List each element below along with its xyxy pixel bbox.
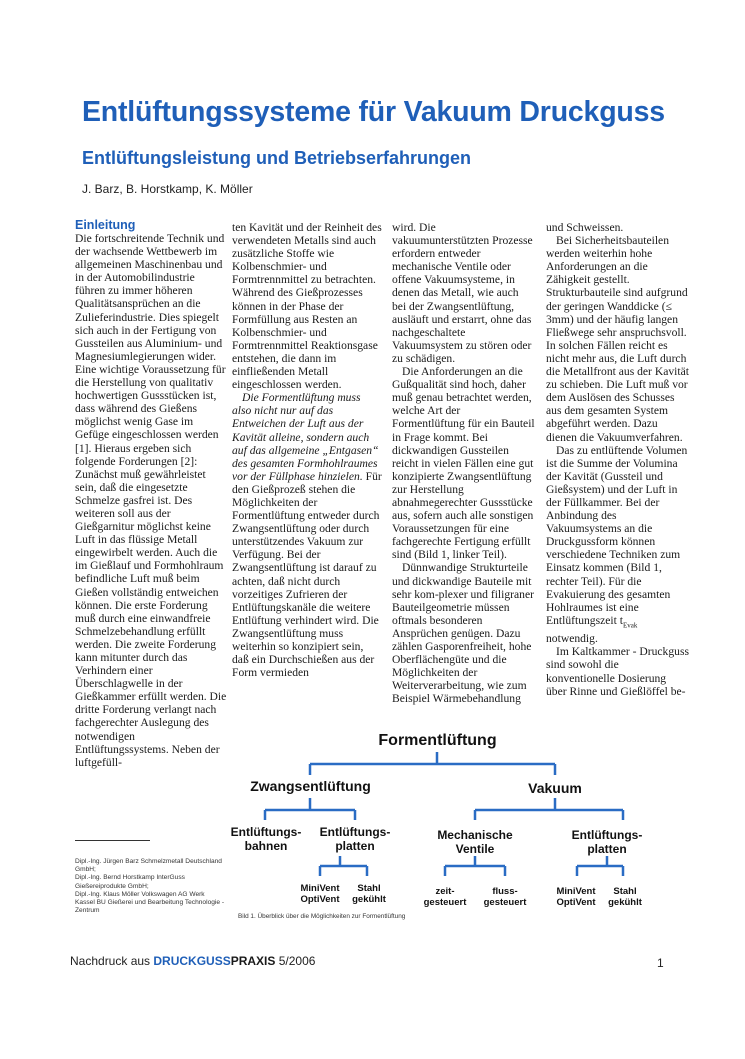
text-column-4 bbox=[546, 221, 689, 698]
leaf-line: Stahl bbox=[613, 886, 637, 897]
tree-leaf-stahl-gekuehlt-right bbox=[603, 886, 647, 908]
footer-prefix: Nachdruck aus bbox=[70, 954, 154, 968]
paragraph: Die fortschreitende Technik und der wachsende Wettbewerb im allgemeinen Maschinenbau und in der Automobilindustrie führen zu immer höheren Qualitätsansprüchen an die Zulieferindustrie. Dies spiegelt sich auch in der Fertigung von Gussteilen aus Aluminium- und Magnesiumlegierungen wider. Eine wichtige Voraussetzung für die Herstellung von qualitativ hochwertigen Gussstücken ist, dass während des Gießens möglichst wenig Gase im Gefüge eingeschlossen werden [1]. Hieraus ergeben sich folgende Forderungen [2]: Zunächst muß gewährleistet sein, daß die eingesetzte Schmelze gasfrei ist. Des weiteren soll aus der Gießgarnitur möglichst keine Luft in das flüssige Metall eingewirbelt werden. Auch die im Gießlauf und Formhohlraum befindliche Luft muß beim Gießen vollständig entweichen können. Die erste Forderung muß durch eine einwandfreie Schmelzebehandlung erfüllt werden. Die zweite Forderung kann mitunter durch das Verhindern einer Überschlagwelle in der Gießkammer erfüllt werden. Die dritte Forderung verlangt nach fachgerechter Auslegung des notwendigen Entlüftungssystems. Neben der luftgefüll- bbox=[75, 232, 227, 769]
footnote-line: Dipl.-Ing. Jürgen Barz Schmelzmetall Deutschland GmbH; bbox=[75, 858, 222, 874]
paragraph: Die Anforderungen an die Gußqualität sind hoch, daher muß genau betrachtet werden, welche Art der Formentlüftung für ein Bauteil in Frage kommt. Bei dickwandigen Gussteilen reicht in vielen Fällen eine gut konzipierte Zwangsentlüftung zur Herstellung abnahmegerechter Gussstücke aus, sofern auch alle sonstigen Voraussetzungen für eine fachgerechte Fertigung erfüllt sind (Bild 1, linker Teil). bbox=[392, 365, 535, 562]
footnote-line: Dipl.-Ing. Bernd Horstkamp InterGuss Gießereiprodukte GmbH; bbox=[75, 874, 185, 890]
paragraph bbox=[546, 444, 689, 646]
tree-diagram bbox=[225, 728, 700, 913]
paragraph-text: notwendig. bbox=[546, 632, 598, 646]
leaf-line: gesteuert bbox=[483, 897, 527, 908]
tree-leaf-minivent-optivent bbox=[295, 883, 345, 905]
reprint-footer bbox=[70, 954, 315, 968]
tree-node-entlueftungsplatten-right bbox=[565, 828, 649, 856]
paragraph-continuation: Für den Gießprozeß stehen die Möglichkeiten der Formentlüftung entweder durch Zwangsentlüftung oder durch unterstützendes Vakuum zur Verfügung. Bei der Zwangsentlüftung ist darauf zu achten, daß nicht durch vorzeitiges Zufrieren der Entlüftungskanäle die weitere Entlüftung verhindert wird. Die Zwangsentlüftung muss weiterhin so konzipiert sein, daß ein Durchschießen aus der Form vermieden bbox=[232, 469, 382, 680]
italic-statement: Die Formentlüftung muss also nicht nur auf das Entweichen der Luft aus der Kavität alleine, sondern auch auf das allgemeine „Entgasen“ des gesamten Formhohlraumes vor der Füllphase hinzielen. bbox=[232, 391, 379, 483]
tree-node-mechanische-ventile bbox=[435, 828, 515, 856]
leaf-line: gekühlt bbox=[352, 894, 386, 905]
tree-node-zwangsentlueftung: Zwangsentlüftung bbox=[250, 778, 371, 794]
subscript: Evak bbox=[622, 621, 638, 630]
tree-node-root: Formentlüftung bbox=[378, 732, 497, 749]
paragraph: und Schweissen. bbox=[546, 221, 624, 234]
paragraph: Dünnwandige Strukturteile und dickwandige Bauteile mit sehr kom-plexer und filigraner Bauteilgeometrie müssen oftmals besonderen Ansprüchen genügen. Dazu zählen Gasporenfreiheit, hohe Oberflächengüte und die Möglichkeiten der Weiterverarbeitung, wie zum Beispiel Wärmebehandlung bbox=[392, 561, 534, 706]
paragraph: ten Kavität und der Reinheit des verwendeten Metalls sind auch zusätzliche Stoffe wie Kolbenschmier- und Formtrennmittel zu betrachten. Während des Gießprozesses können in der Phase der Formfüllung aus Resten an Kolbenschmier- und Formtrennmittel Reaktionsgase entstehen, die dann im einfließenden Metall eingeschlossen werden. bbox=[232, 221, 382, 392]
page-number: 1 bbox=[657, 956, 664, 970]
authors: J. Barz, B. Horstkamp, K. Möller bbox=[82, 182, 253, 196]
footnote-rule bbox=[75, 840, 150, 841]
leaf-line: fluss- bbox=[492, 886, 518, 897]
text-column-2 bbox=[232, 221, 382, 679]
text-column-1 bbox=[75, 218, 227, 769]
paragraph: Bei Sicherheitsbauteilen werden weiterhin hohe Anforderungen an die Zähigkeit gestellt. Strukturbauteile sind aufgrund der geringen Wanddicke (≤ 3mm) und der häufig langen Fließwege sehr anspruchsvoll. In solchen Fällen reicht es nicht mehr aus, die Luft durch die Metallfront aus der Kavität zu schieben. Die Luft muß vor dem Auslösen des Schusses aus dem gesamten System abgeführt werden. Dazu dienen die Vakuumverfahren. bbox=[546, 234, 689, 444]
node-line: platten bbox=[587, 842, 627, 856]
leaf-line: Stahl bbox=[357, 883, 381, 894]
node-line: Ventile bbox=[455, 842, 495, 856]
article-subtitle: Entlüftungsleistung und Betriebserfahrungen bbox=[82, 148, 472, 168]
article-title: Entlüftungssysteme für Vakuum Druckguss bbox=[82, 96, 665, 128]
tree-leaf-flussgesteuert bbox=[479, 886, 531, 908]
tree-leaf-minivent-optivent-right bbox=[551, 886, 601, 908]
leaf-line: zeit- bbox=[435, 886, 455, 897]
paragraph-text: Das zu entlüftende Volumen ist die Summe der Volumina der Kavität (Gussteil und Gießsystem) und der Luft in der Füllkammer. Bei der Anbindung des Vakuumsystems an die Druckgussform können verschiedene Techniken zum Einsatz kommen (Bild 1, rechter Teil). Für die Evakuierung des gesamten Hohlraumes ist eine Entlüftungszeit t bbox=[546, 443, 688, 627]
journal-brand-suffix: PRAXIS bbox=[230, 954, 276, 968]
journal-issue: 5/2006 bbox=[275, 954, 316, 968]
tree-leaf-stahl-gekuehlt bbox=[347, 883, 391, 905]
node-line: Mechanische bbox=[437, 828, 513, 842]
author-footnote bbox=[75, 858, 225, 915]
tree-leaf-zeitgesteuert bbox=[419, 886, 471, 908]
leaf-line: OptiVent bbox=[300, 894, 340, 905]
node-line: bahnen bbox=[244, 839, 288, 853]
tree-node-entlueftungsbahnen bbox=[225, 825, 307, 853]
text-column-3 bbox=[392, 221, 535, 705]
figure-caption: Bild 1. Überblick über die Möglichkeiten zur Formentlüftung bbox=[238, 913, 406, 920]
tree-node-entlueftungsplatten-left bbox=[313, 825, 397, 853]
section-heading: Einleitung bbox=[75, 218, 136, 232]
node-line: Entlüftungs- bbox=[319, 825, 391, 839]
node-line: Entlüftungs- bbox=[230, 825, 302, 839]
leaf-line: MiniVent bbox=[300, 883, 340, 894]
footnote-line: Dipl.-Ing. Klaus Möller Volkswagen AG Werk Kassel BU Gießerei und Bearbeitung Technologie - Zentrum bbox=[75, 890, 225, 915]
leaf-line: gesteuert bbox=[423, 897, 467, 908]
node-line: Entlüftungs- bbox=[571, 828, 643, 842]
node-line: platten bbox=[335, 839, 375, 853]
journal-brand: DRUCKGUSS bbox=[153, 954, 231, 968]
paragraph: Im Kaltkammer - Druckguss sind sowohl die konventionelle Dosierung über Rinne und Gießlöffel be- bbox=[546, 645, 689, 698]
tree-node-vakuum: Vakuum bbox=[528, 780, 582, 796]
leaf-line: MiniVent bbox=[556, 886, 596, 897]
leaf-line: OptiVent bbox=[556, 897, 596, 908]
paragraph bbox=[232, 391, 382, 679]
leaf-line: gekühlt bbox=[608, 897, 642, 908]
paragraph: wird. Die vakuumunterstützten Prozesse erfordern entweder mechanische Ventile oder offene Vakuumsysteme, in denen das Metall, wie auch bei der Zwangsentlüftung, ausläuft und erstarrt, ohne das nachgeschaltete Vakuumsystem zu stören oder zu schädigen. bbox=[392, 221, 533, 365]
